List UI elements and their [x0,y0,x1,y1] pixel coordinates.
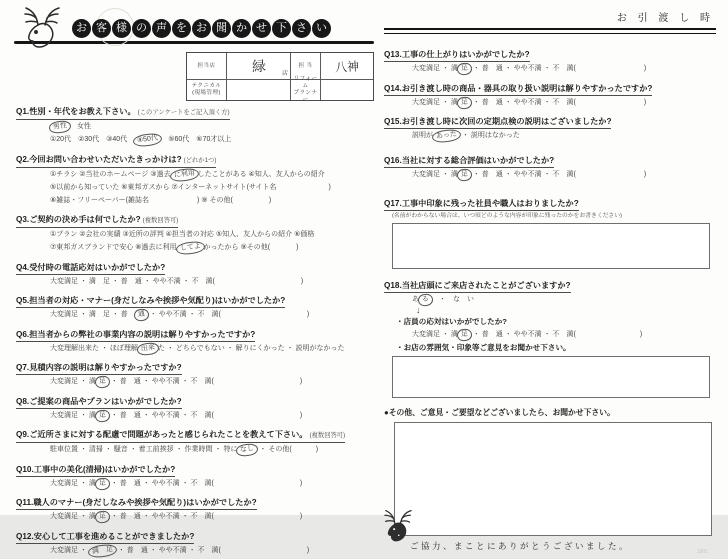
option-text: 大変満足 ・ 満 [412,65,458,72]
question-title-row [16,459,374,477]
title-circle-char: を [172,19,191,38]
question-title [16,152,216,168]
question-number: Q16. [384,156,402,165]
options-line [16,241,374,254]
options-line [16,375,374,388]
question-title-row [384,78,716,96]
question-title-row [16,526,374,544]
option-text: た ・ どちらでもない ・ 解りにくかった ・ 説明がなかった [157,344,345,352]
question-title [16,360,182,375]
handwritten-circle-mark: に利用 [169,167,199,182]
options-line [16,443,374,456]
option-text: ⑤60代 ⑥70才以上 [161,136,232,143]
option-text: 大変満足 ・ 満 [50,411,96,419]
options-line [16,181,374,194]
option-text: ) [299,378,303,385]
option-text: ・ やや不満 ・ 不 満( [147,311,221,318]
option-text: ・ 普 通 ・ やや不満 ・ 不 満( [108,411,214,419]
deer-logo-icon [16,2,68,54]
option-text: ・ その他( [257,446,292,453]
question-q15 [384,111,716,142]
option-text: ) [328,183,331,191]
option-text: ・ 普 通 ・ やや不満 ・ 不 満( [470,98,576,106]
question-text: 工事中の美化(清掃)はいかがでしたか? [33,464,176,474]
question-q10 [16,459,374,490]
question-text: 当社に対する総合評価はいかがでしたか? [401,156,555,165]
question-title [16,212,178,228]
question-q7 [16,357,374,388]
form-code: 1901 [696,549,708,555]
handover-rule [384,28,716,34]
options-line [16,409,374,422]
question-q18 [384,275,716,398]
option-text: 大変理解出来た ・ ほぼ理解 [50,344,138,352]
question-text: 担当者の対応・マナー(身だしなみや挨拶や気配り)はいかがでしたか? [29,296,286,305]
question-note: (複数回答可) [142,217,179,224]
question-q8 [16,391,374,422]
question-instruction: (名前がわからない場合は、いつ頃どのような内容が印象に残ったのかをお書きください) [392,213,622,219]
question-title [16,327,255,342]
question-title [384,153,554,168]
option-text: ) [300,277,304,285]
title-circle-char: お [72,19,91,38]
option-text: ・ 普 通 ・ やや不満 ・ 不 満( [470,331,576,338]
question-q3 [16,209,374,254]
question-title-row [384,111,716,129]
question-number: Q17. [384,199,402,208]
options-line [16,510,374,523]
option-text: ・ 普 通 ・ やや不満 ・ 不 満( [470,65,576,72]
technical-value-cell [227,80,291,100]
option-text: 大変満足 ・ 満 [412,171,458,178]
title-circle-char: お [192,19,211,38]
question-number: Q1. [16,107,30,116]
title-circle-char: い [312,19,331,38]
question-title-row [384,275,716,293]
question-q11 [16,492,374,523]
options-line [16,275,374,288]
question-number: Q6. [16,329,30,339]
sub-question-label: ・店員の応対はいかがでしたか? [396,317,507,326]
question-title-row [16,324,374,342]
down-arrow-mark: ↓ [416,305,421,315]
question-q1 [16,101,374,146]
question-text: 見積内容の説明は解りやすかったですか? [29,363,182,372]
store-name-handwritten: 緑 [251,57,266,75]
option-text: 大変満足 ・ [50,546,89,554]
option-text: 大変満足 ・ 満 [50,479,96,487]
question-q14 [384,78,716,109]
handwritten-circle-mark: 足 [456,168,472,182]
handwritten-circle-mark: 足 [94,375,110,389]
handwritten-circle-mark: 満 足 [87,543,117,558]
question-title [16,104,230,120]
question-text: 今回お問い合わせいただいたきっかけは? [29,154,182,164]
option-text: ①チラシ ②当社のホームページ ③過去 [50,170,171,178]
options-line [384,62,716,75]
question-title-row [16,492,374,510]
title-circle-char: さ [292,19,311,38]
question-note: (このアンケートをご記入頂く方) [137,109,230,116]
handover-questions [384,44,716,398]
question-number: Q8. [16,396,30,406]
question-q13 [384,44,716,75]
title-circle-char: の [132,19,151,38]
options-line [16,228,374,241]
question-title [16,462,175,477]
question-title-row [16,424,374,443]
handwritten-circle-mark: 通 [133,308,149,322]
question-number: Q11. [16,498,34,507]
option-text: ・ 普 通 ・ やや不満 ・ 不 満( [108,513,214,520]
question-title [16,394,182,409]
header-rule [14,41,374,44]
staff-info-table: 担当店 緑 店 担 当 八神 テクニカル (現場管理) リフォーム プランナー [186,52,374,101]
question-q5 [16,290,374,321]
option-text: ) [639,331,643,338]
page-title [72,19,374,38]
option-text: ) [299,479,303,487]
other-comments-label: ●その他、ご意見・ご要望などございましたら、お聞かせ下さい。 [384,408,615,417]
option-text: ) [643,65,647,72]
options-line [384,129,716,142]
comment-box [392,223,710,269]
question-text: 性別・年代をお教え下さい。 [29,107,136,116]
option-text: ) [296,244,299,251]
options-line [384,168,716,181]
thanks-message: ご協力、まことにありがとうございました。 [410,541,631,551]
planner-label: リフォーム [293,76,318,90]
options-line [16,544,374,557]
option-text: ・ 普 通 ・ やや不満 ・ 不 満( [108,479,214,487]
question-title-row [16,290,374,308]
options-line [384,328,716,341]
planner-value-cell [321,80,373,100]
option-text: ・ な い [432,296,474,303]
handwritten-circle-mark: 足 [94,477,110,491]
question-title-row [16,209,374,228]
question-number: Q14. [384,83,402,93]
question-title [384,278,571,293]
option-text: したことがある ④知人、友人からの紹介 [197,170,325,178]
handwritten-circle-mark: 足 [94,409,110,423]
staff-label: 担 当 [298,62,313,69]
option-text: ⑦東邦ガスブランドで安心 ⑧過去に利用 [50,244,177,251]
question-title-row [384,193,716,211]
handwritten-circle-mark: なし [236,443,259,458]
question-text: 安心して工事を進めることができましたか? [33,531,195,541]
option-text: ) [299,411,303,419]
option-text: ) ⑨ その他( [196,196,233,204]
options-line [16,477,374,490]
title-circle-char: 聞 [212,19,231,38]
question-title-row [16,149,374,168]
question-title [384,47,530,62]
question-text: ご提案の商品やプランはいかがでしたか? [29,396,182,406]
question-text: ご近所さまに対する配慮で問題があったと感じられたことを教えて下さい。 [29,430,308,439]
title-circle-char: 下 [272,19,291,38]
option-text: 大変満足 ・ 満 [50,513,96,520]
option-text: 駐車位置 ・ 清掃 ・ 騒音 ・ 着工前挨拶 ・ 作業時間 ・ 特に [50,446,238,453]
options-line [16,168,374,181]
handwritten-circle-mark: 男性 [48,120,71,135]
question-q6 [16,324,374,355]
question-q2 [16,149,374,207]
option-text: かったから ⑨その他( [203,244,271,251]
question-title [16,260,165,275]
question-text: 当社店頭にご来店されたことがございますか? [401,281,571,290]
question-q9 [16,424,374,456]
question-number: Q5. [16,296,30,305]
option-text: ) [643,171,647,178]
title-circle-char: せ [252,19,271,38]
comment-box [394,422,712,536]
option-text: ・ 普 通 ・ やや不満 ・ 不 満( [115,546,221,554]
question-note: (複数回答可) [309,432,346,439]
handwritten-circle-mark: ④50代 [133,132,163,147]
question-title [384,114,611,129]
question-number: Q10. [16,464,34,474]
question-q12 [16,526,374,557]
option-text: 大変満足 ・ 満 [412,331,458,338]
handwritten-circle-mark: 出来 [136,341,159,356]
title-circle-char: か [232,19,251,38]
option-text: 大変満足 ・ 満 [50,378,96,385]
option-text: ) [306,546,310,554]
question-title [384,81,652,96]
option-text: ⑧雑誌・フリーペーパー(雑誌名 [50,196,149,204]
question-title-row [16,101,374,120]
option-text: ・ 説明はなかった [459,132,520,139]
option-text: 大変満足 ・ 満 足 ・ 普 [50,311,135,318]
question-note: (どれか1つ) [183,156,217,164]
question-title [16,293,285,308]
option-text: 大変満足 ・ 満 足 ・ 普 通 ・ やや不満 ・ 不 満( [50,277,215,285]
option-text: ・ 普 通 ・ やや不満 ・ 不 満( [108,378,214,385]
option-text: あ [412,296,419,303]
options-line [384,96,716,109]
options-line [384,293,716,306]
handwritten-circle-mark: る [417,293,433,307]
question-number: Q18. [384,281,402,290]
handwritten-circle-mark: あった [431,128,461,143]
question-text: お引き渡し時に次回の定期点検の説明はございましたか? [401,117,612,126]
handover-section-title: お 引 渡 し 時 [616,13,714,24]
option-text: ) [643,98,647,106]
option-text: ) [299,513,303,520]
handwritten-circle-mark: 足 [456,328,472,342]
handwritten-circle-mark: 足 [94,510,110,524]
option-text: ①20代 ②30代 ③40代 [50,136,135,143]
question-text: 受付時の電話応対はいかがでしたか? [29,262,166,272]
question-text: 工事の仕上がりはいかがでしたか? [401,50,530,59]
option-text: ) [306,311,310,318]
option-text: ・ 普 通 ・ やや不満 ・ 不 満( [470,171,576,178]
option-text: ) [315,446,319,453]
option-text: 説明が [412,132,433,139]
form-header [14,8,374,44]
question-number: Q7. [16,363,30,372]
handwritten-circle-mark: 足 [456,62,472,76]
question-title [16,495,257,510]
question-number: Q15. [384,117,402,126]
comment-box [392,356,710,398]
deer-logo-icon [378,504,418,548]
question-number: Q2. [16,154,30,164]
question-q4 [16,257,374,288]
options-line [16,308,374,321]
handwritten-circle-mark: してよ [175,240,205,255]
question-number: Q9. [16,430,30,439]
handwritten-circle-mark: 足 [456,96,472,110]
sub-question-label: ・お店の雰囲気・印象等ご意見をお聞かせ下さい。 [396,343,571,352]
questions-column-right [384,12,716,553]
title-circle-char: 声 [152,19,171,38]
question-text: ご契約の決め手は何でしたか? [29,215,141,224]
options-line [16,133,374,146]
question-title-row [16,357,374,375]
questions-column-left [16,101,374,559]
staff-name-handwritten: 八神 [334,58,360,75]
question-title-row [384,44,716,62]
question-q17 [384,193,716,269]
store-label: 担当店 [197,62,216,69]
question-title [384,196,579,211]
options-line [16,120,374,133]
question-title-row [16,391,374,409]
option-text: ①プラン ②会社の実績 ③近所の評判 ④担当者の対応 ⑤知人、友人からの紹介 ⑥価格 [50,231,315,238]
question-text: 職人のマナー(身だしなみや挨拶や気配り)はいかがでしたか? [33,498,257,507]
question-number: Q3. [16,215,30,224]
technical-label: テクニカル [191,83,222,90]
option-text: 大変満足 ・ 満 [412,98,458,106]
options-line [16,194,374,207]
option-text: 女性 [70,123,91,130]
question-text: 担当者からの弊社の事業内容の説明は解りやすかったですか? [29,329,256,339]
question-title [16,427,345,443]
question-number: Q12. [16,531,34,541]
options-line [16,342,374,355]
question-number: Q4. [16,262,30,272]
question-text: 工事中印象に残った社員や職人はおりましたか? [401,199,579,208]
question-number: Q13. [384,50,402,59]
title-circle-char: 客 [92,19,111,38]
option-text: ⑤以前から知っていた ⑥東邦ガスから ⑦インターネットサイト(サイト名 [50,183,277,191]
option-text: ) [268,196,272,204]
title-circle-char: 様 [112,19,131,38]
store-suffix: 店 [281,71,288,77]
question-text: お引き渡し時の商品・器具の取り扱い説明は解りやすかったですか? [401,83,653,93]
other-comments-section [384,406,716,553]
question-q16 [384,150,716,181]
question-title-row [16,257,374,275]
question-title [16,529,194,544]
question-title-row [384,150,716,168]
